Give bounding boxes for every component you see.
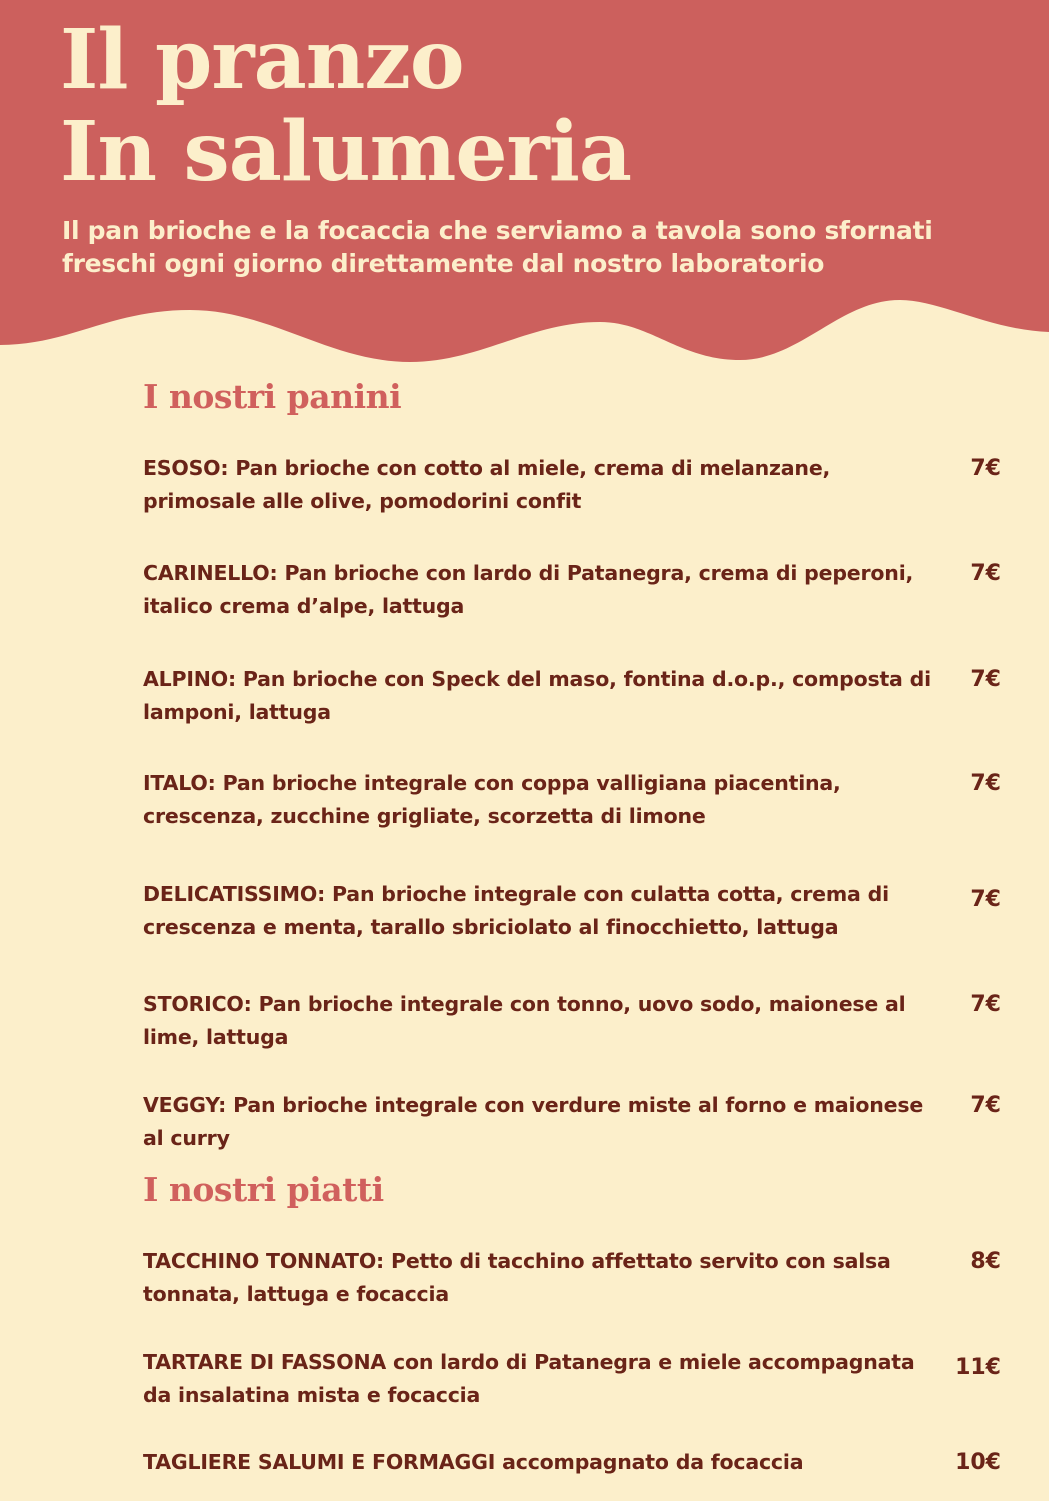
menu-item-storico bbox=[143, 988, 1013, 1054]
menu-item-veggy bbox=[143, 1089, 1013, 1155]
menu-item-price: 7€ bbox=[970, 456, 1001, 481]
menu-item-description: CARINELLO: Pan brioche con lardo di Patanegra, crema di peperoni, italico crema d’alpe, lattuga bbox=[143, 561, 914, 618]
menu-item-price: 7€ bbox=[970, 887, 1001, 912]
header-banner bbox=[0, 0, 1049, 370]
menu-item-tagliere bbox=[143, 1446, 1013, 1479]
header-subtitle: Il pan brioche e la focaccia che serviamo a tavola sono sfornati freschi ogni giorno direttamente dal nostro laboratorio bbox=[62, 216, 933, 278]
menu-item-tartare-di-fassona bbox=[143, 1346, 1013, 1412]
menu-item-description: STORICO: Pan brioche integrale con tonno, uovo sodo, maionese al lime, lattuga bbox=[143, 992, 906, 1049]
menu-item-tacchino-tonnato bbox=[143, 1245, 1013, 1311]
menu-item-price: 7€ bbox=[970, 1093, 1001, 1118]
menu-item-description: VEGGY: Pan brioche integrale con verdure miste al forno e maionese al curry bbox=[143, 1093, 924, 1150]
section-title-panini: I nostri panini bbox=[143, 377, 402, 416]
menu-item-price: 7€ bbox=[970, 561, 1001, 586]
menu-item-price: 11€ bbox=[955, 1355, 1001, 1380]
menu-item-carinello bbox=[143, 557, 1013, 623]
menu-item-price: 7€ bbox=[970, 667, 1001, 692]
title-line-2: In salumeria bbox=[60, 104, 632, 200]
menu-item-price: 7€ bbox=[970, 992, 1001, 1017]
page-title bbox=[60, 14, 631, 198]
menu-item-description: TAGLIERE SALUMI E FORMAGGI accompagnato da focaccia bbox=[143, 1450, 804, 1474]
menu-item-description: DELICATISSIMO: Pan brioche integrale con culatta cotta, crema di crescenza e menta, tarallo sbriciolato al finocchietto, lattuga bbox=[143, 882, 889, 939]
menu-item-description: ESOSO: Pan brioche con cotto al miele, crema di melanzane, primosale alle olive, pomodorini confit bbox=[143, 456, 831, 513]
menu-item-description: TACCHINO TONNATO: Petto di tacchino affettato servito con salsa tonnata, lattuga e focaccia bbox=[143, 1249, 891, 1306]
menu-item-price: 10€ bbox=[955, 1450, 1001, 1475]
menu-item-alpino bbox=[143, 663, 1013, 729]
menu-item-italo bbox=[143, 767, 1013, 833]
menu-item-delicatissimo bbox=[143, 878, 1013, 944]
menu-item-price: 8€ bbox=[970, 1249, 1001, 1274]
title-line-1: Il pranzo bbox=[60, 12, 464, 108]
menu-item-description: ALPINO: Pan brioche con Speck del maso, fontina d.o.p., composta di lamponi, lattuga bbox=[143, 667, 931, 724]
section-title-piatti: I nostri piatti bbox=[143, 1170, 384, 1209]
menu-item-description: ITALO: Pan brioche integrale con coppa valligiana piacentina, crescenza, zucchine grigliate, scorzetta di limone bbox=[143, 771, 841, 828]
menu-item-esoso bbox=[143, 452, 1013, 518]
menu-item-description: TARTARE DI FASSONA con lardo di Patanegra e miele accompagnata da insalatina mista e focaccia bbox=[143, 1350, 915, 1407]
menu-item-price: 7€ bbox=[970, 771, 1001, 796]
